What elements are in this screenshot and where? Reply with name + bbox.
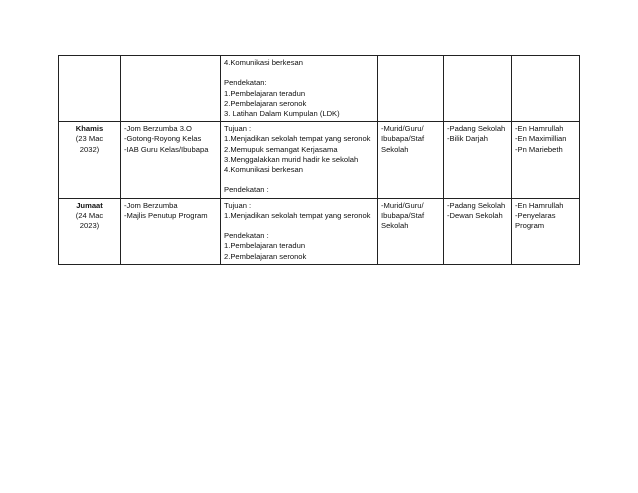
cell-line: -Penyelaras <box>515 210 556 220</box>
cell-line: 1.Menjadikan sekolah tempat yang seronok <box>224 134 371 144</box>
schedule-body <box>59 56 580 265</box>
sasaran-cell <box>378 198 444 264</box>
cell-line: -Jom Berzumba 3.O <box>124 124 192 134</box>
table-row <box>59 56 580 122</box>
day-cell <box>59 122 121 198</box>
schedule-table <box>58 55 580 265</box>
cell-line: 1.Pembelajaran teradun <box>224 241 306 251</box>
cell-line <box>224 175 374 185</box>
cell-line: 1.Menjadikan sekolah tempat yang seronok <box>224 210 371 220</box>
cell-line: 4.Komunikasi berkesan <box>224 165 303 175</box>
aktiviti-cell <box>121 198 221 264</box>
cell-line: -En Maximillian <box>515 134 567 144</box>
cell-line: 3.Menggalakkan murid hadir ke sekolah <box>224 154 359 164</box>
cell-line: Sekolah <box>381 221 409 231</box>
day-date-line1: (23 Mac <box>75 134 104 144</box>
cell-line: 2.Pembelajaran seronok <box>224 98 307 108</box>
day-date-line2: 2023) <box>79 221 100 231</box>
day-date-line1: (24 Mac <box>75 210 104 220</box>
cell-line: Ibubapa/Staf <box>381 210 425 220</box>
pengurus-cell <box>512 122 580 198</box>
pengurus-cell <box>512 198 580 264</box>
cell-line: 1.Pembelajaran teradun <box>224 88 306 98</box>
cell-line: Pendekatan : <box>224 231 269 241</box>
sasaran-cell <box>378 122 444 198</box>
cell-line: -Jom Berzumba <box>124 200 178 210</box>
tempat-cell <box>444 198 512 264</box>
cell-line: -Murid/Guru/ <box>381 124 424 134</box>
cell-line: -Murid/Guru/ <box>381 200 424 210</box>
pengurus-cell <box>512 56 580 122</box>
objektif-cell <box>221 198 378 264</box>
table-row <box>59 198 580 264</box>
tempat-cell <box>444 122 512 198</box>
cell-line: -Dewan Sekolah <box>447 210 503 220</box>
cell-line: Pendekatan : <box>224 185 269 195</box>
cell-line: Sekolah <box>381 144 409 154</box>
cell-line: Program <box>515 221 545 231</box>
cell-line: Pendekatan: <box>224 78 267 88</box>
day-date-line2: 2032) <box>79 144 100 154</box>
cell-line: -En Hamrullah <box>515 124 564 134</box>
cell-line: -Padang Sekolah <box>447 124 506 134</box>
cell-line <box>224 221 374 231</box>
cell-line: 2.Pembelajaran seronok <box>224 251 307 261</box>
table-row <box>59 122 580 198</box>
day-name: Khamis <box>75 124 104 134</box>
objektif-cell <box>221 122 378 198</box>
aktiviti-cell <box>121 56 221 122</box>
cell-line: -Gotong-Royong Kelas <box>124 134 202 144</box>
cell-line: -IAB Guru Kelas/Ibubapa <box>124 144 209 154</box>
cell-line: -En Hamrullah <box>515 200 564 210</box>
day-name: Jumaat <box>76 200 103 210</box>
cell-line: -Pn Mariebeth <box>515 144 563 154</box>
cell-line: Tujuan : <box>224 124 252 134</box>
day-cell <box>59 198 121 264</box>
cell-line: -Padang Sekolah <box>447 200 506 210</box>
aktiviti-cell <box>121 122 221 198</box>
cell-line: -Bilik Darjah <box>447 134 488 144</box>
cell-line: Ibubapa/Staf <box>381 134 425 144</box>
sasaran-cell <box>378 56 444 122</box>
day-cell <box>59 56 121 122</box>
cell-line: 3. Latihan Dalam Kumpulan (LDK) <box>224 109 340 118</box>
cell-line: 2.Memupuk semangat Kerjasama <box>224 144 338 154</box>
cell-line: -Majlis Penutup Program <box>124 210 208 220</box>
cell-line <box>224 68 374 78</box>
cell-line: 4.Komunikasi berkesan <box>224 58 303 67</box>
objektif-cell <box>221 56 378 122</box>
tempat-cell <box>444 56 512 122</box>
cell-line: Tujuan : <box>224 200 252 210</box>
